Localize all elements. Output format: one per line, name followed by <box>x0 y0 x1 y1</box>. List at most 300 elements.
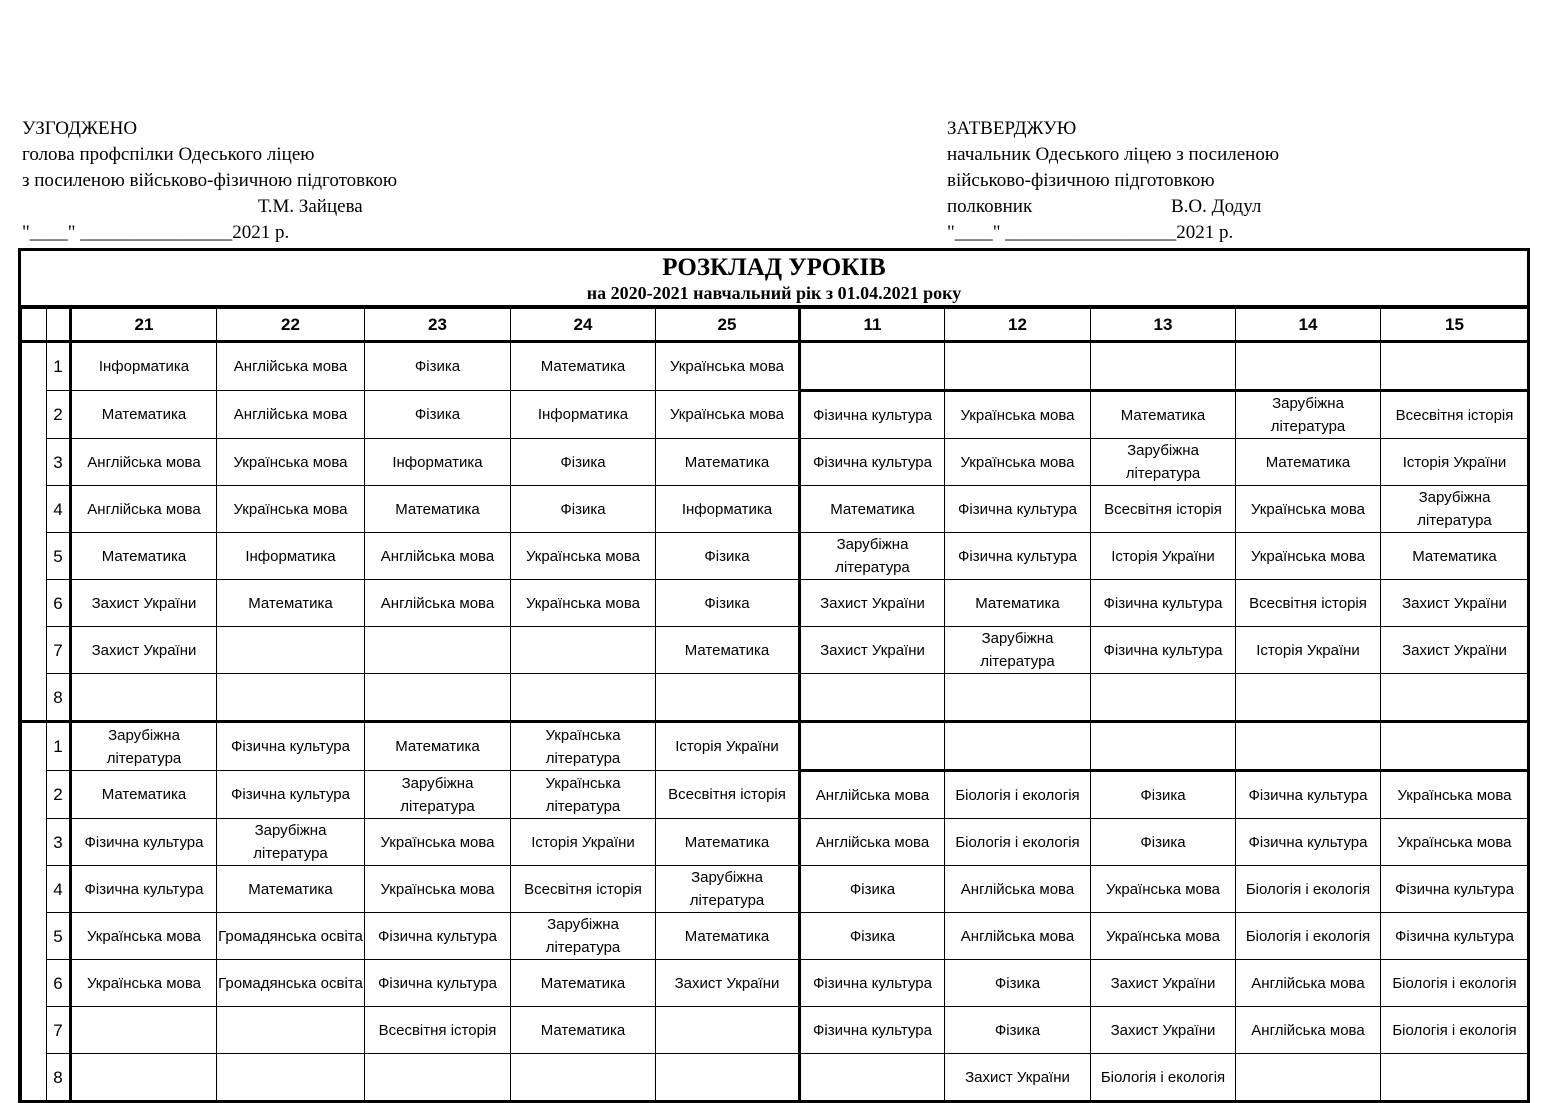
table-row <box>22 342 1529 391</box>
subject-name: Захист України <box>91 641 197 659</box>
subject-name: Захист України <box>820 594 925 612</box>
subject-cell <box>945 960 1091 1007</box>
subject-name: Математика <box>540 974 626 992</box>
subject-cell <box>1381 819 1529 866</box>
corner-cell <box>47 309 71 342</box>
subject-name: Зарубіжна література <box>400 774 475 815</box>
subject-cell <box>365 1054 511 1102</box>
table-row <box>22 674 1529 722</box>
subject-cell <box>1381 580 1529 627</box>
subject-cell <box>1091 391 1236 439</box>
subject-name: Захист України <box>1402 641 1507 659</box>
subject-name: Фізична культура <box>958 500 1077 518</box>
subject-name: Українська мова <box>525 594 641 612</box>
subject-cell <box>71 391 217 439</box>
subject-cell <box>71 674 217 722</box>
subject-cell <box>1236 439 1381 486</box>
subject-name: Зарубіжна література <box>1125 442 1201 482</box>
subject-cell <box>365 391 511 439</box>
subject-name: Історія України <box>531 833 635 851</box>
subject-cell <box>71 722 217 771</box>
subject-name: Українська мова <box>380 880 495 898</box>
subject-name: Математика <box>248 594 333 612</box>
subject-name: Всесвітня історія <box>668 786 786 803</box>
subject-cell <box>800 1054 945 1102</box>
subject-name: Українська мова <box>233 500 348 518</box>
subject-name: Фізика <box>560 500 606 518</box>
subject-cell <box>1236 1007 1381 1054</box>
subject-cell <box>511 391 656 439</box>
subject-cell <box>945 674 1091 722</box>
subject-cell <box>656 960 800 1007</box>
subject-cell <box>800 580 945 627</box>
subject-name: Зарубіжна література <box>980 630 1055 670</box>
subject-name: Захист України <box>1402 594 1507 612</box>
subject-name: Всесвітня історія <box>1395 406 1514 424</box>
subject-cell <box>945 771 1091 819</box>
table-row <box>22 627 1529 674</box>
lesson-number: 7 <box>47 1007 71 1054</box>
subject-name: Фізична культура <box>1248 786 1368 804</box>
subject-name: Фізична культура <box>813 1021 932 1039</box>
subject-cell <box>1381 627 1529 674</box>
subject-cell <box>656 391 800 439</box>
approval-line2: військово-фізичною підготовкою <box>947 170 1215 191</box>
subject-name: Інформатика <box>245 547 336 565</box>
subject-cell <box>365 486 511 533</box>
subject-name: Математика <box>830 500 915 518</box>
subject-cell <box>217 722 365 771</box>
subject-cell <box>71 486 217 533</box>
subject-cell <box>945 580 1091 627</box>
subject-cell <box>217 533 365 580</box>
class-column-header: 22 <box>217 309 365 342</box>
subject-cell <box>945 439 1091 486</box>
subject-cell <box>800 391 945 439</box>
subject-name: Українська мова <box>1250 500 1366 518</box>
agreement-line1: голова профспілки Одеського ліцею <box>22 144 315 165</box>
subject-cell <box>656 866 800 913</box>
subject-cell <box>1091 580 1236 627</box>
subject-name: Українська мова <box>1250 547 1366 565</box>
subject-name: Фізична культура <box>1395 880 1514 898</box>
subject-cell <box>945 866 1091 913</box>
approval-rank: полковник <box>947 196 1033 217</box>
subject-cell <box>365 439 511 486</box>
agreement-signer: Т.М. Зайцева <box>258 196 363 217</box>
table-row <box>22 580 1529 627</box>
subject-cell <box>1236 1054 1381 1102</box>
approval-heading: ЗАТВЕРДЖУЮ <box>947 118 1077 139</box>
subject-cell <box>71 819 217 866</box>
subject-cell <box>945 342 1091 391</box>
subject-name: Біологія і екологія <box>1245 927 1371 945</box>
subject-name: Українська мова <box>525 547 641 565</box>
subject-cell <box>1236 866 1381 913</box>
subject-name: Фізична культура <box>378 974 497 992</box>
subject-name: Фізична культура <box>1103 594 1223 612</box>
subject-cell <box>511 533 656 580</box>
subject-cell <box>511 1054 656 1102</box>
subject-name: Зарубіжна література <box>1270 395 1346 435</box>
subject-name: Всесвітня історія <box>1104 500 1222 518</box>
subject-name: Українська мова <box>669 358 785 375</box>
subject-cell <box>365 533 511 580</box>
lesson-number: 2 <box>47 391 71 439</box>
subject-name: Історія України <box>1111 547 1215 565</box>
subject-cell <box>71 771 217 819</box>
subject-name: Фізика <box>560 453 606 471</box>
subject-cell <box>1381 771 1529 819</box>
subject-name: Англійська мова <box>815 786 930 804</box>
subject-name: Захист України <box>1110 974 1216 992</box>
subject-name: Фізика <box>849 880 896 898</box>
subject-name: Інформатика <box>98 358 190 375</box>
subject-name: Фізична культура <box>84 833 204 851</box>
subject-name: Математика <box>684 453 770 471</box>
subject-name: Інформатика <box>392 453 483 471</box>
subject-name: Зарубіжна література <box>253 822 328 862</box>
subject-name: Фізична культура <box>1248 833 1368 851</box>
subject-cell <box>511 913 656 960</box>
lesson-number: 8 <box>47 674 71 722</box>
subject-cell <box>1236 580 1381 627</box>
subject-name: Математика <box>101 786 187 803</box>
subject-cell <box>1236 533 1381 580</box>
subject-cell <box>217 342 365 391</box>
subject-name: Англійська мова <box>87 500 201 518</box>
subject-cell <box>71 866 217 913</box>
approval-signer-line <box>947 194 1279 220</box>
subject-cell <box>800 439 945 486</box>
subject-cell <box>1091 439 1236 486</box>
agreement-line2: з посиленою військово-фізичною підготовкою <box>22 170 398 191</box>
subject-name: Всесвітня історія <box>524 880 642 898</box>
subject-cell <box>945 1054 1091 1102</box>
subject-cell <box>71 342 217 391</box>
subject-name: Математика <box>540 358 626 375</box>
subject-cell <box>217 439 365 486</box>
subject-cell <box>1236 913 1381 960</box>
class-column-header: 25 <box>656 309 800 342</box>
subject-cell <box>1381 960 1529 1007</box>
subject-cell <box>1236 674 1381 722</box>
subject-name: Захист України <box>820 641 925 659</box>
subject-name: Зарубіжна література <box>835 536 910 576</box>
subject-cell <box>656 913 800 960</box>
lesson-number: 3 <box>47 439 71 486</box>
lesson-number: 6 <box>47 580 71 627</box>
table-row <box>22 533 1529 580</box>
subject-name: Українська мова <box>380 833 495 851</box>
table-row <box>22 391 1529 439</box>
subject-name: Фізична культура <box>1395 927 1514 945</box>
table-row <box>22 819 1529 866</box>
subject-name: Математика <box>975 594 1060 612</box>
subject-cell <box>217 1054 365 1102</box>
subject-cell <box>217 771 365 819</box>
subject-cell <box>71 1054 217 1102</box>
subject-name: Англійська мова <box>233 406 348 423</box>
subject-name: Біологія і екологія <box>1100 1068 1226 1086</box>
subject-name: Зарубіжна література <box>545 916 621 956</box>
subject-name: Математика <box>395 500 480 518</box>
subject-name: Громадянська освіта <box>218 974 363 992</box>
table-row <box>22 771 1529 819</box>
subject-cell <box>511 771 656 819</box>
corner-cell <box>22 309 47 342</box>
lesson-number: 3 <box>47 819 71 866</box>
class-column-header: 23 <box>365 309 511 342</box>
subject-cell <box>945 391 1091 439</box>
subject-name: Фізика <box>849 927 896 945</box>
subject-cell <box>365 627 511 674</box>
subject-cell <box>1381 674 1529 722</box>
subject-name: Фізика <box>414 406 461 423</box>
subject-name: Біологія і екологія <box>955 833 1080 851</box>
schedule-sheet <box>18 248 1530 1103</box>
subject-name: Фізична культура <box>378 927 497 945</box>
class-column-header: 24 <box>511 309 656 342</box>
subject-name: Фізика <box>1140 786 1186 804</box>
table-row <box>22 1054 1529 1102</box>
subject-cell <box>71 439 217 486</box>
subject-name: Математика <box>248 880 333 898</box>
subject-cell <box>365 342 511 391</box>
subject-name: Захист України <box>1110 1021 1216 1039</box>
subject-name: Фізика <box>414 358 461 375</box>
subject-name: Історія України <box>1256 641 1360 659</box>
subject-cell <box>1091 1007 1236 1054</box>
subject-name: Математика <box>540 1021 626 1039</box>
subject-cell <box>800 913 945 960</box>
subject-cell <box>1381 486 1529 533</box>
subject-cell <box>800 771 945 819</box>
subject-name: Англійська мова <box>815 833 930 851</box>
subject-cell <box>71 627 217 674</box>
subject-cell <box>656 486 800 533</box>
subject-cell <box>656 722 800 771</box>
subject-cell <box>800 1007 945 1054</box>
subject-cell <box>1236 627 1381 674</box>
subject-name: Фізична культура <box>231 738 350 755</box>
subject-cell <box>217 580 365 627</box>
subject-cell <box>511 674 656 722</box>
subject-name: Українська мова <box>1105 880 1221 898</box>
subject-name: Фізична культура <box>84 880 204 898</box>
approval-block <box>947 116 1279 246</box>
subject-cell <box>1236 391 1381 439</box>
subject-name: Громадянська освіта <box>218 927 363 945</box>
subject-cell <box>365 866 511 913</box>
table-row <box>22 486 1529 533</box>
subject-cell <box>217 913 365 960</box>
subject-cell <box>511 486 656 533</box>
subject-name: Англійська мова <box>960 927 1075 945</box>
subject-name: Математика <box>684 833 770 851</box>
subject-cell <box>1091 771 1236 819</box>
subject-name: Математика <box>684 641 770 659</box>
subject-cell <box>656 1054 800 1102</box>
subject-cell <box>656 819 800 866</box>
subject-name: Біологія і екологія <box>955 786 1080 804</box>
class-column-header: 21 <box>71 309 217 342</box>
subject-cell <box>217 674 365 722</box>
subject-cell <box>217 866 365 913</box>
subject-cell <box>511 960 656 1007</box>
subject-name: Українська мова <box>86 974 202 992</box>
subject-cell <box>511 1007 656 1054</box>
table-row <box>22 866 1529 913</box>
column-header-row <box>22 309 1529 342</box>
subject-name: Фізична культура <box>958 547 1077 565</box>
subject-cell <box>1381 866 1529 913</box>
subject-cell <box>511 866 656 913</box>
subject-cell <box>800 674 945 722</box>
class-column-header: 11 <box>800 309 945 342</box>
table-row <box>22 1007 1529 1054</box>
subject-cell <box>1381 722 1529 771</box>
subject-name: Захист України <box>674 974 780 992</box>
subject-cell <box>656 771 800 819</box>
subject-name: Зарубіжна література <box>689 869 765 909</box>
subject-cell <box>945 913 1091 960</box>
class-column-header: 13 <box>1091 309 1236 342</box>
agreement-date-line: "____" ________________2021 р. <box>22 222 290 243</box>
subject-cell <box>365 960 511 1007</box>
subject-name: Фізична культура <box>231 786 350 803</box>
subject-name: Англійська мова <box>233 358 348 375</box>
lesson-number: 1 <box>47 342 71 391</box>
subject-cell <box>71 960 217 1007</box>
subject-cell <box>1091 674 1236 722</box>
subject-name: Фізична культура <box>813 406 932 424</box>
lesson-number: 2 <box>47 771 71 819</box>
class-column-header: 12 <box>945 309 1091 342</box>
subject-name: Англійська мова <box>380 547 495 565</box>
subject-name: Українська мова <box>960 406 1075 424</box>
agreement-heading: УЗГОДЖЕНО <box>22 118 138 139</box>
subject-name: Фізика <box>704 547 750 565</box>
subject-name: Історія України <box>1402 453 1507 471</box>
subject-cell <box>800 533 945 580</box>
subject-cell <box>656 674 800 722</box>
subject-cell <box>71 913 217 960</box>
subject-name: Інформатика <box>537 406 629 423</box>
subject-name: Українська мова <box>1105 927 1221 945</box>
subject-cell <box>945 722 1091 771</box>
subject-cell <box>656 439 800 486</box>
subject-cell <box>511 627 656 674</box>
subject-cell <box>1091 486 1236 533</box>
subject-name: Інформатика <box>681 500 773 518</box>
subject-cell <box>656 533 800 580</box>
subject-name: Захист України <box>91 594 197 612</box>
subject-cell <box>945 819 1091 866</box>
subject-cell <box>511 819 656 866</box>
subject-cell <box>217 1007 365 1054</box>
subject-name: Всесвітня історія <box>1249 594 1367 612</box>
subject-cell <box>1381 391 1529 439</box>
subject-cell <box>1091 1054 1236 1102</box>
subject-name: Математика <box>101 406 187 423</box>
subject-cell <box>1091 866 1236 913</box>
subject-name: Математика <box>1120 406 1206 424</box>
subject-cell <box>1091 960 1236 1007</box>
subject-cell <box>1381 533 1529 580</box>
lesson-number: 4 <box>47 866 71 913</box>
subject-name: Українська мова <box>233 453 348 471</box>
subject-cell <box>1381 1007 1529 1054</box>
subject-name: Математика <box>101 547 187 565</box>
subject-name: Англійська мова <box>87 453 201 471</box>
lesson-number: 6 <box>47 960 71 1007</box>
subject-cell <box>656 627 800 674</box>
lesson-number: 7 <box>47 627 71 674</box>
subject-name: Математика <box>684 927 770 945</box>
subject-cell <box>71 580 217 627</box>
subject-cell <box>800 486 945 533</box>
subject-name: Математика <box>1265 453 1351 471</box>
subject-cell <box>1381 439 1529 486</box>
subject-cell <box>511 722 656 771</box>
subject-cell <box>1381 1054 1529 1102</box>
approval-signer: В.О. Додул <box>1171 196 1262 217</box>
subject-cell <box>217 486 365 533</box>
subject-cell <box>656 1007 800 1054</box>
subject-cell <box>945 627 1091 674</box>
subject-name: Англійська мова <box>1251 1021 1365 1039</box>
schedule-table <box>21 308 1529 1103</box>
subject-name: Українська література <box>545 774 621 815</box>
page-title: РОЗКЛАД УРОКІВ <box>662 254 886 281</box>
subject-name: Зарубіжна література <box>106 726 182 767</box>
title-box <box>21 251 1527 308</box>
subject-cell <box>365 771 511 819</box>
subject-name: Українська література <box>545 726 621 767</box>
subject-cell <box>217 627 365 674</box>
subject-cell <box>1381 342 1529 391</box>
subject-name: Біологія і екологія <box>1392 1021 1517 1039</box>
subject-cell <box>217 391 365 439</box>
subject-cell <box>365 1007 511 1054</box>
day-cell <box>22 722 47 1102</box>
subject-cell <box>1236 722 1381 771</box>
subject-cell <box>1091 913 1236 960</box>
subject-cell <box>511 342 656 391</box>
subject-cell <box>945 1007 1091 1054</box>
subject-name: Історія України <box>675 738 779 755</box>
subject-name: Фізична культура <box>813 453 932 471</box>
subject-cell <box>365 580 511 627</box>
day-cell <box>22 342 47 722</box>
subject-cell <box>800 342 945 391</box>
subject-name: Англійська мова <box>1251 974 1365 992</box>
subject-cell <box>365 674 511 722</box>
subject-cell <box>800 722 945 771</box>
subject-cell <box>1236 819 1381 866</box>
lesson-number: 8 <box>47 1054 71 1102</box>
subject-cell <box>800 627 945 674</box>
subject-cell <box>71 1007 217 1054</box>
subject-name: Біологія і екологія <box>1245 880 1371 898</box>
subject-cell <box>656 342 800 391</box>
lesson-number: 5 <box>47 913 71 960</box>
subject-cell <box>217 960 365 1007</box>
subject-name: Фізична культура <box>813 974 932 992</box>
subject-cell <box>365 722 511 771</box>
subject-cell <box>217 819 365 866</box>
